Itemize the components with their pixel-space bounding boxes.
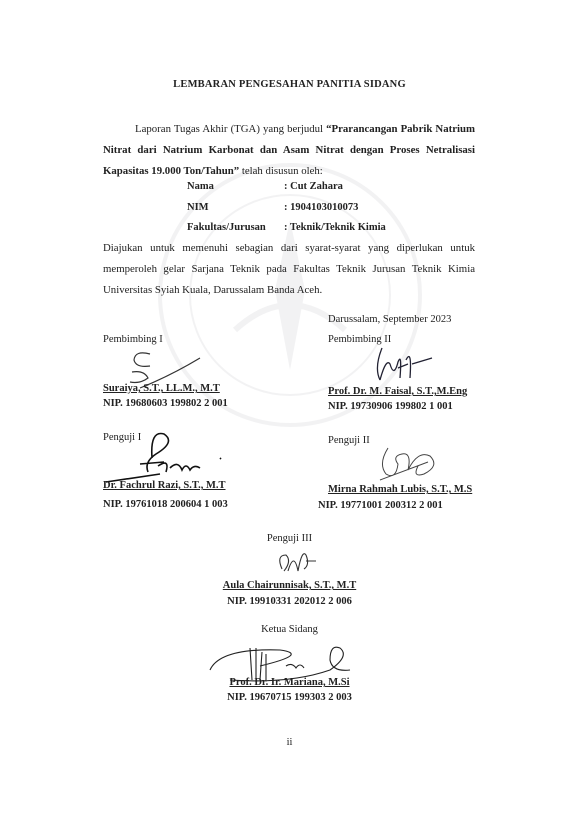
penguji3-nip: NIP. 19910331 202012 2 006 bbox=[227, 596, 352, 607]
name-label: Nama bbox=[187, 181, 214, 192]
pembimbing2-nip: NIP. 19730906 199802 1 001 bbox=[328, 401, 453, 412]
pembimbing1-name: Suraiya, S.T., LL.M., M.T bbox=[103, 383, 220, 394]
pembimbing1-role: Pembimbing I bbox=[103, 334, 163, 345]
penguji3-role: Penguji III bbox=[266, 533, 313, 544]
penguji3-name: Aula Chairunnisak, S.T., M.T bbox=[222, 580, 357, 591]
ketua-signature bbox=[200, 640, 380, 700]
ketua-name: Prof. Dr. Ir. Mariana, M.Si bbox=[229, 677, 350, 688]
intro-paragraph bbox=[103, 119, 475, 182]
penguji1-signature bbox=[100, 428, 250, 488]
name-value: : Cut Zahara bbox=[284, 181, 343, 192]
pembimbing2-role: Pembimbing II bbox=[328, 334, 392, 345]
page-title: LEMBARAN PENGESAHAN PANITIA SIDANG bbox=[173, 79, 406, 90]
page-number: ii bbox=[286, 737, 293, 748]
penguji2-role: Penguji II bbox=[328, 435, 370, 446]
penguji2-signature bbox=[368, 440, 458, 490]
penguji2-nip: NIP. 19771001 200312 2 001 bbox=[318, 500, 443, 511]
purpose-paragraph: Diajukan untuk memenuhi sebagian dari syarat-syarat yang diperlukan untuk memperoleh gelar Sarjana Teknik pada Fakultas Teknik Jurusan Teknik Kimia Universitas Syiah Kuala, Darussalam Banda Aceh. bbox=[103, 242, 475, 296]
pembimbing2-signature bbox=[360, 338, 440, 388]
penguji3-signature bbox=[270, 545, 330, 580]
intro-lead: Laporan Tugas Akhir (TGA) yang berjudul bbox=[135, 123, 327, 135]
thesis-title: “Prarancangan Pabrik Natrium Nitrat dari Natrium Karbonat dan Asam Nitrat dengan Proses Netralisasi Kapasitas 19.000 Ton/Tahun” bbox=[103, 123, 476, 177]
intro-tail: telah disusun oleh: bbox=[239, 165, 323, 177]
nim-label: NIM bbox=[187, 202, 209, 213]
penguji1-name: Dr. Fachrul Razi, S.T., M.T bbox=[103, 480, 226, 491]
pembimbing2-name: Prof. Dr. M. Faisal, S.T.,M.Eng bbox=[328, 386, 468, 397]
place-date: Darussalam, September 2023 bbox=[328, 314, 452, 325]
ketua-nip: NIP. 19670715 199303 2 003 bbox=[227, 692, 352, 703]
faculty-value: : Teknik/Teknik Kimia bbox=[284, 222, 386, 233]
nim-value: : 1904103010073 bbox=[284, 202, 359, 213]
faculty-label: Fakultas/Jurusan bbox=[187, 222, 266, 233]
ketua-role: Ketua Sidang bbox=[261, 624, 318, 635]
penguji1-nip: NIP. 19761018 200604 1 003 bbox=[103, 499, 228, 510]
pembimbing1-nip: NIP. 19680603 199802 2 001 bbox=[103, 398, 228, 409]
penguji1-role: Penguji I bbox=[103, 432, 142, 443]
penguji2-name: Mirna Rahmah Lubis, S.T., M.S bbox=[328, 484, 473, 495]
